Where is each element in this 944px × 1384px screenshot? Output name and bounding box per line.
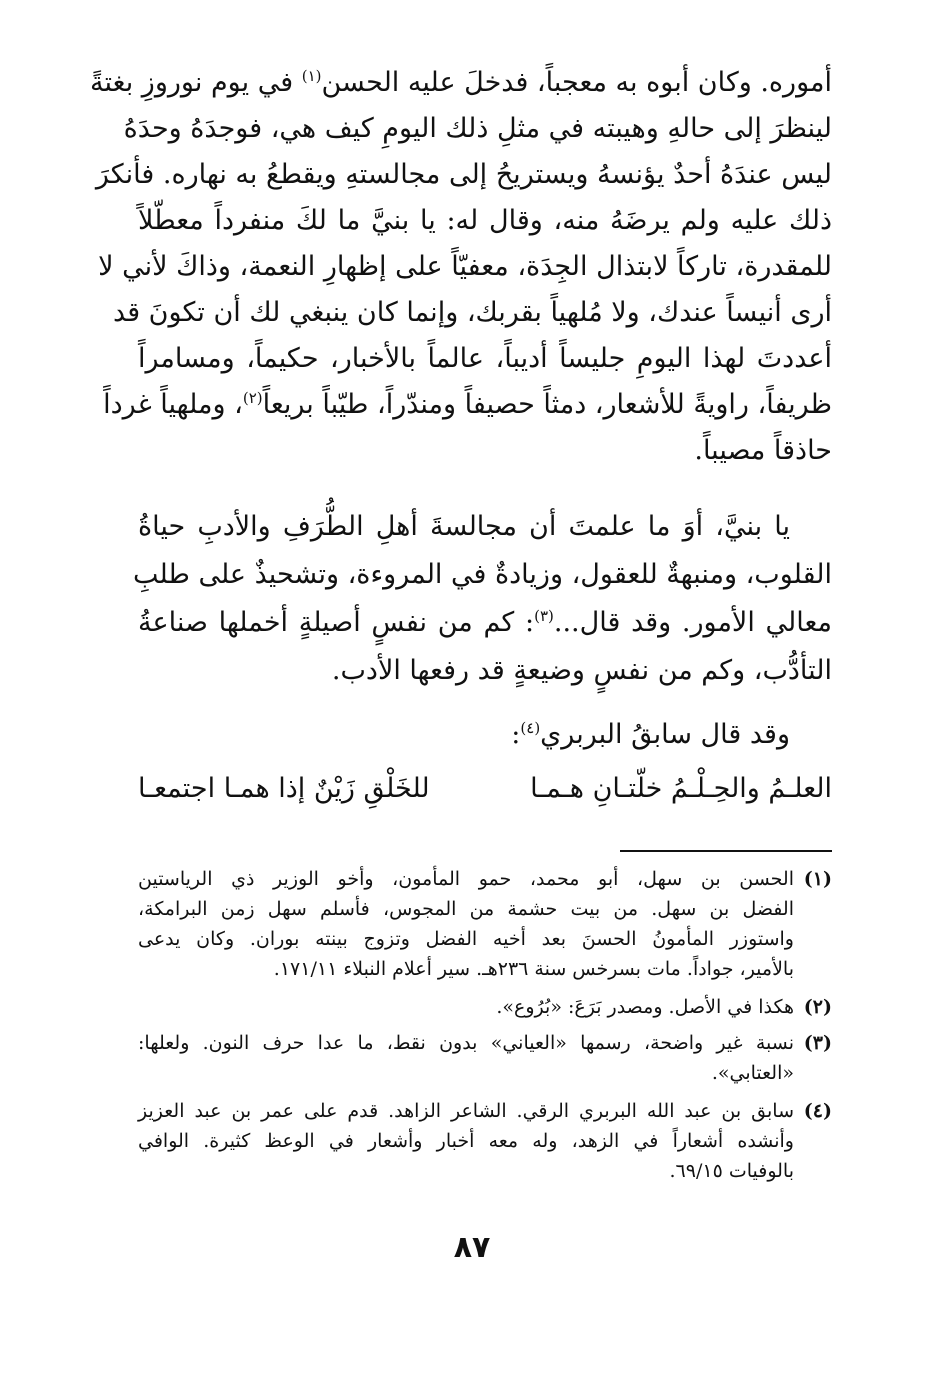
poet-intro: [138, 712, 790, 758]
footnote-3: [138, 1028, 832, 1088]
text-segment: ظريفاً، راويةً للأشعار، دمثاً حصيفاً ومندّراً، طيّباً بريعاً: [262, 389, 832, 420]
paragraph-1-line-1: [90, 60, 832, 106]
paragraph-2-line-3: [138, 600, 832, 646]
paragraph-1-line-3: ليس عندَهُ أحدٌ يؤنسهُ ويستريحُ إلى مجالستهِ ويقطعُ به نهاره. فأنكرَ: [95, 159, 832, 190]
paragraph-1-line-9: حاذقاً مصيباً.: [694, 435, 832, 466]
paragraph-1-line-6: أرى أنيساً عندك، ولا مُلهياً بقربك، وإنما كان ينبغي لك أن تكونَ قد: [113, 297, 832, 328]
footnote-line: بالأمير، جواداً. مات بسرخس سنة ٢٣٦هـ. سير أعلام النبلاء ١٧١/١١.: [273, 958, 794, 980]
verse-first-hemistich: العلـمُ والحِـلْـمُ خلّتـانِ هـمـا: [530, 773, 832, 804]
footnote-1: [138, 864, 832, 984]
footnote-line: نسبة غير واضحة، رسمها «العياني» بدون نقط، ما عدا حرف النون. ولعلها:: [138, 1032, 794, 1054]
paragraph-1-line-8: [103, 382, 832, 428]
paragraph-1-line-5: للمقدرة، تاركاً لابتذال الجِدَة، معفيّاً على إظهارِ النعمة، وذاكَ لأني لا: [98, 251, 832, 282]
footnote-line: «العتابي».: [711, 1062, 794, 1084]
footnote-number: (٤): [803, 1100, 832, 1122]
footnote-number: (٢): [803, 996, 832, 1018]
text-segment: ، وملهياً غرداً: [103, 389, 243, 420]
paragraph-1-line-4: ذلك عليه ولم يرضَهُ منه، وقال له: يا بنيَّ ما لكَ منفرداً معطّلاً: [138, 205, 832, 236]
footnote-2: [138, 992, 832, 1022]
text-segment: أموره. وكان أبوه به معجباً، فدخلَ عليه الحسن: [321, 67, 832, 98]
footnote-ref-1[interactable]: (١): [301, 67, 322, 85]
page-number: ٨٧: [453, 1230, 491, 1265]
paragraph-2-line-2: القلوب، ومنبهةٌ للعقول، وزيادةٌ في المروءة، وتشحيذٌ على طلبِ: [132, 559, 832, 590]
footnote-ref-4[interactable]: (٤): [520, 719, 541, 737]
footnote-line: الفضل بن سهل. من بيت حشمة من المجوس، فأسلم سهل زمن البرامكة،: [138, 898, 794, 920]
footnote-ref-2[interactable]: (٢): [242, 389, 263, 407]
footnote-number: (١): [803, 868, 832, 890]
footnote-number: (٣): [803, 1032, 832, 1054]
text-segment: معالي الأمور. وقد قال...: [553, 607, 832, 638]
text-segment: في يوم نوروزِ بغتةً: [90, 67, 302, 98]
footnote-line: واستوزر المأمونُ الحسنَ بعد أخيه الفضل وتزوج بينته بوران. وكان يدعى: [138, 928, 794, 950]
text-segment: : كم من نفسٍ أصيلةٍ أخملها صناعةُ: [138, 607, 535, 638]
footnote-4: [138, 1096, 832, 1186]
verse-second-hemistich: للخَلْقِ زَيْنٌ إذا همـا اجتمعـا: [138, 773, 430, 804]
paragraph-2-line-4: التأدُّب، وكم من نفسٍ وضيعةٍ قد رفعها الأدب.: [331, 655, 832, 686]
footnote-line: هكذا في الأصل. ومصدر بَرَعَ: «بُرُوع».: [496, 996, 794, 1018]
footnote-ref-3[interactable]: (٣): [534, 607, 554, 625]
text-segment: :: [511, 719, 521, 750]
paragraph-1-line-2: لينظرَ إلى حالهِ وهيبته في مثلِ ذلك اليومِ كيف هي، فوجدَهُ وحدَهُ: [123, 113, 832, 144]
text-segment: وقد قال سابقُ البربري: [540, 719, 790, 750]
footnote-line: بالوفيات ٦٩/١٥.: [669, 1160, 794, 1182]
footnote-line: وأنشده أشعاراً في الزهد، وله معه أخبار وأشعار في الوعظ كثيرة. الوافي: [138, 1130, 794, 1152]
footnote-line: سابق بن عبد الله البربري الرقي. الشاعر الزاهد. قدم على عمر بن عبد العزيز: [138, 1100, 794, 1122]
paragraph-2-line-1: يا بنيَّ، أوَ ما علمتَ أن مجالسةَ أهلِ الطُّرَفِ والأدبِ حياةُ: [138, 511, 790, 542]
verse-line: [138, 766, 832, 812]
footnote-separator: [620, 850, 832, 852]
paragraph-1-line-7: أعددتَ لهذا اليومِ جليساً أديباً، عالماً بالأخبار، حكيماً، ومسامراً: [138, 343, 832, 374]
footnote-line: الحسن بن سهل، أبو محمد، حمو المأمون، وأخو الوزير ذي الرياستين: [138, 868, 794, 890]
